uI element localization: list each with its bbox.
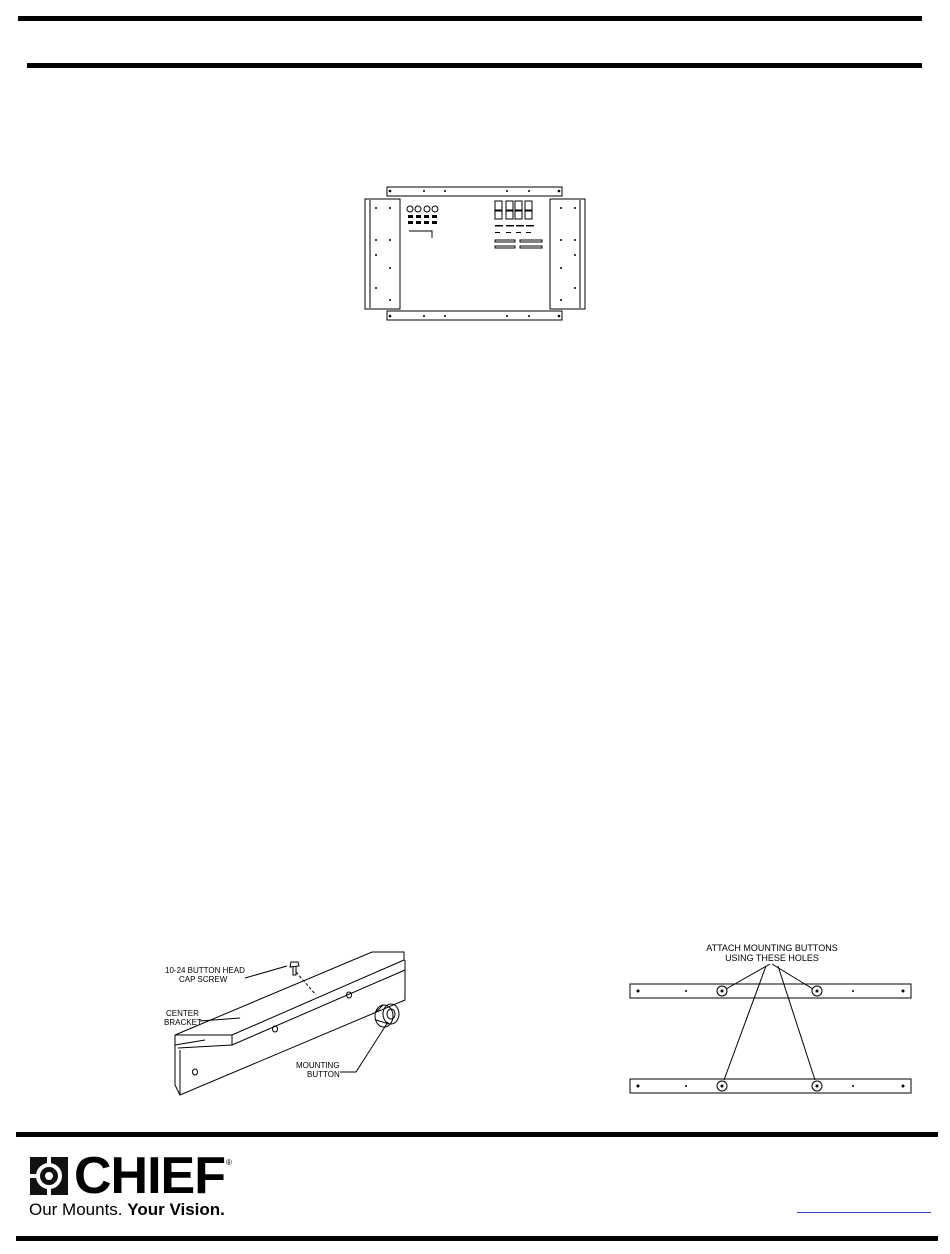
- tagline-normal: Our Mounts.: [29, 1200, 123, 1219]
- footer-link-underline[interactable]: [797, 1212, 931, 1213]
- tagline: [29, 1200, 225, 1220]
- lower-bracket: [630, 1079, 911, 1093]
- label-bracket-line1: CENTER: [166, 1009, 199, 1018]
- holes-label-line1: ATTACH MOUNTING BUTTONS: [706, 943, 838, 953]
- label-bracket-line2: BRACKET: [164, 1018, 202, 1027]
- chief-logo-word: CHIEF: [74, 1147, 225, 1205]
- label-button-line1: MOUNTING: [296, 1061, 340, 1070]
- label-button-line2: BUTTON: [307, 1070, 340, 1079]
- footer-rule-bottom: [16, 1236, 938, 1241]
- upper-bracket: [630, 984, 911, 998]
- holes-label-line2: USING THESE HOLES: [725, 953, 819, 963]
- chief-logo-mark: [30, 1157, 68, 1195]
- registered-mark: ®: [226, 1158, 232, 1167]
- tagline-bold: Your Vision.: [127, 1200, 225, 1219]
- label-screw-line2: CAP SCREW: [179, 975, 228, 984]
- footer-rule-top: [16, 1132, 938, 1137]
- label-screw-line1: 10-24 BUTTON HEAD: [165, 966, 245, 975]
